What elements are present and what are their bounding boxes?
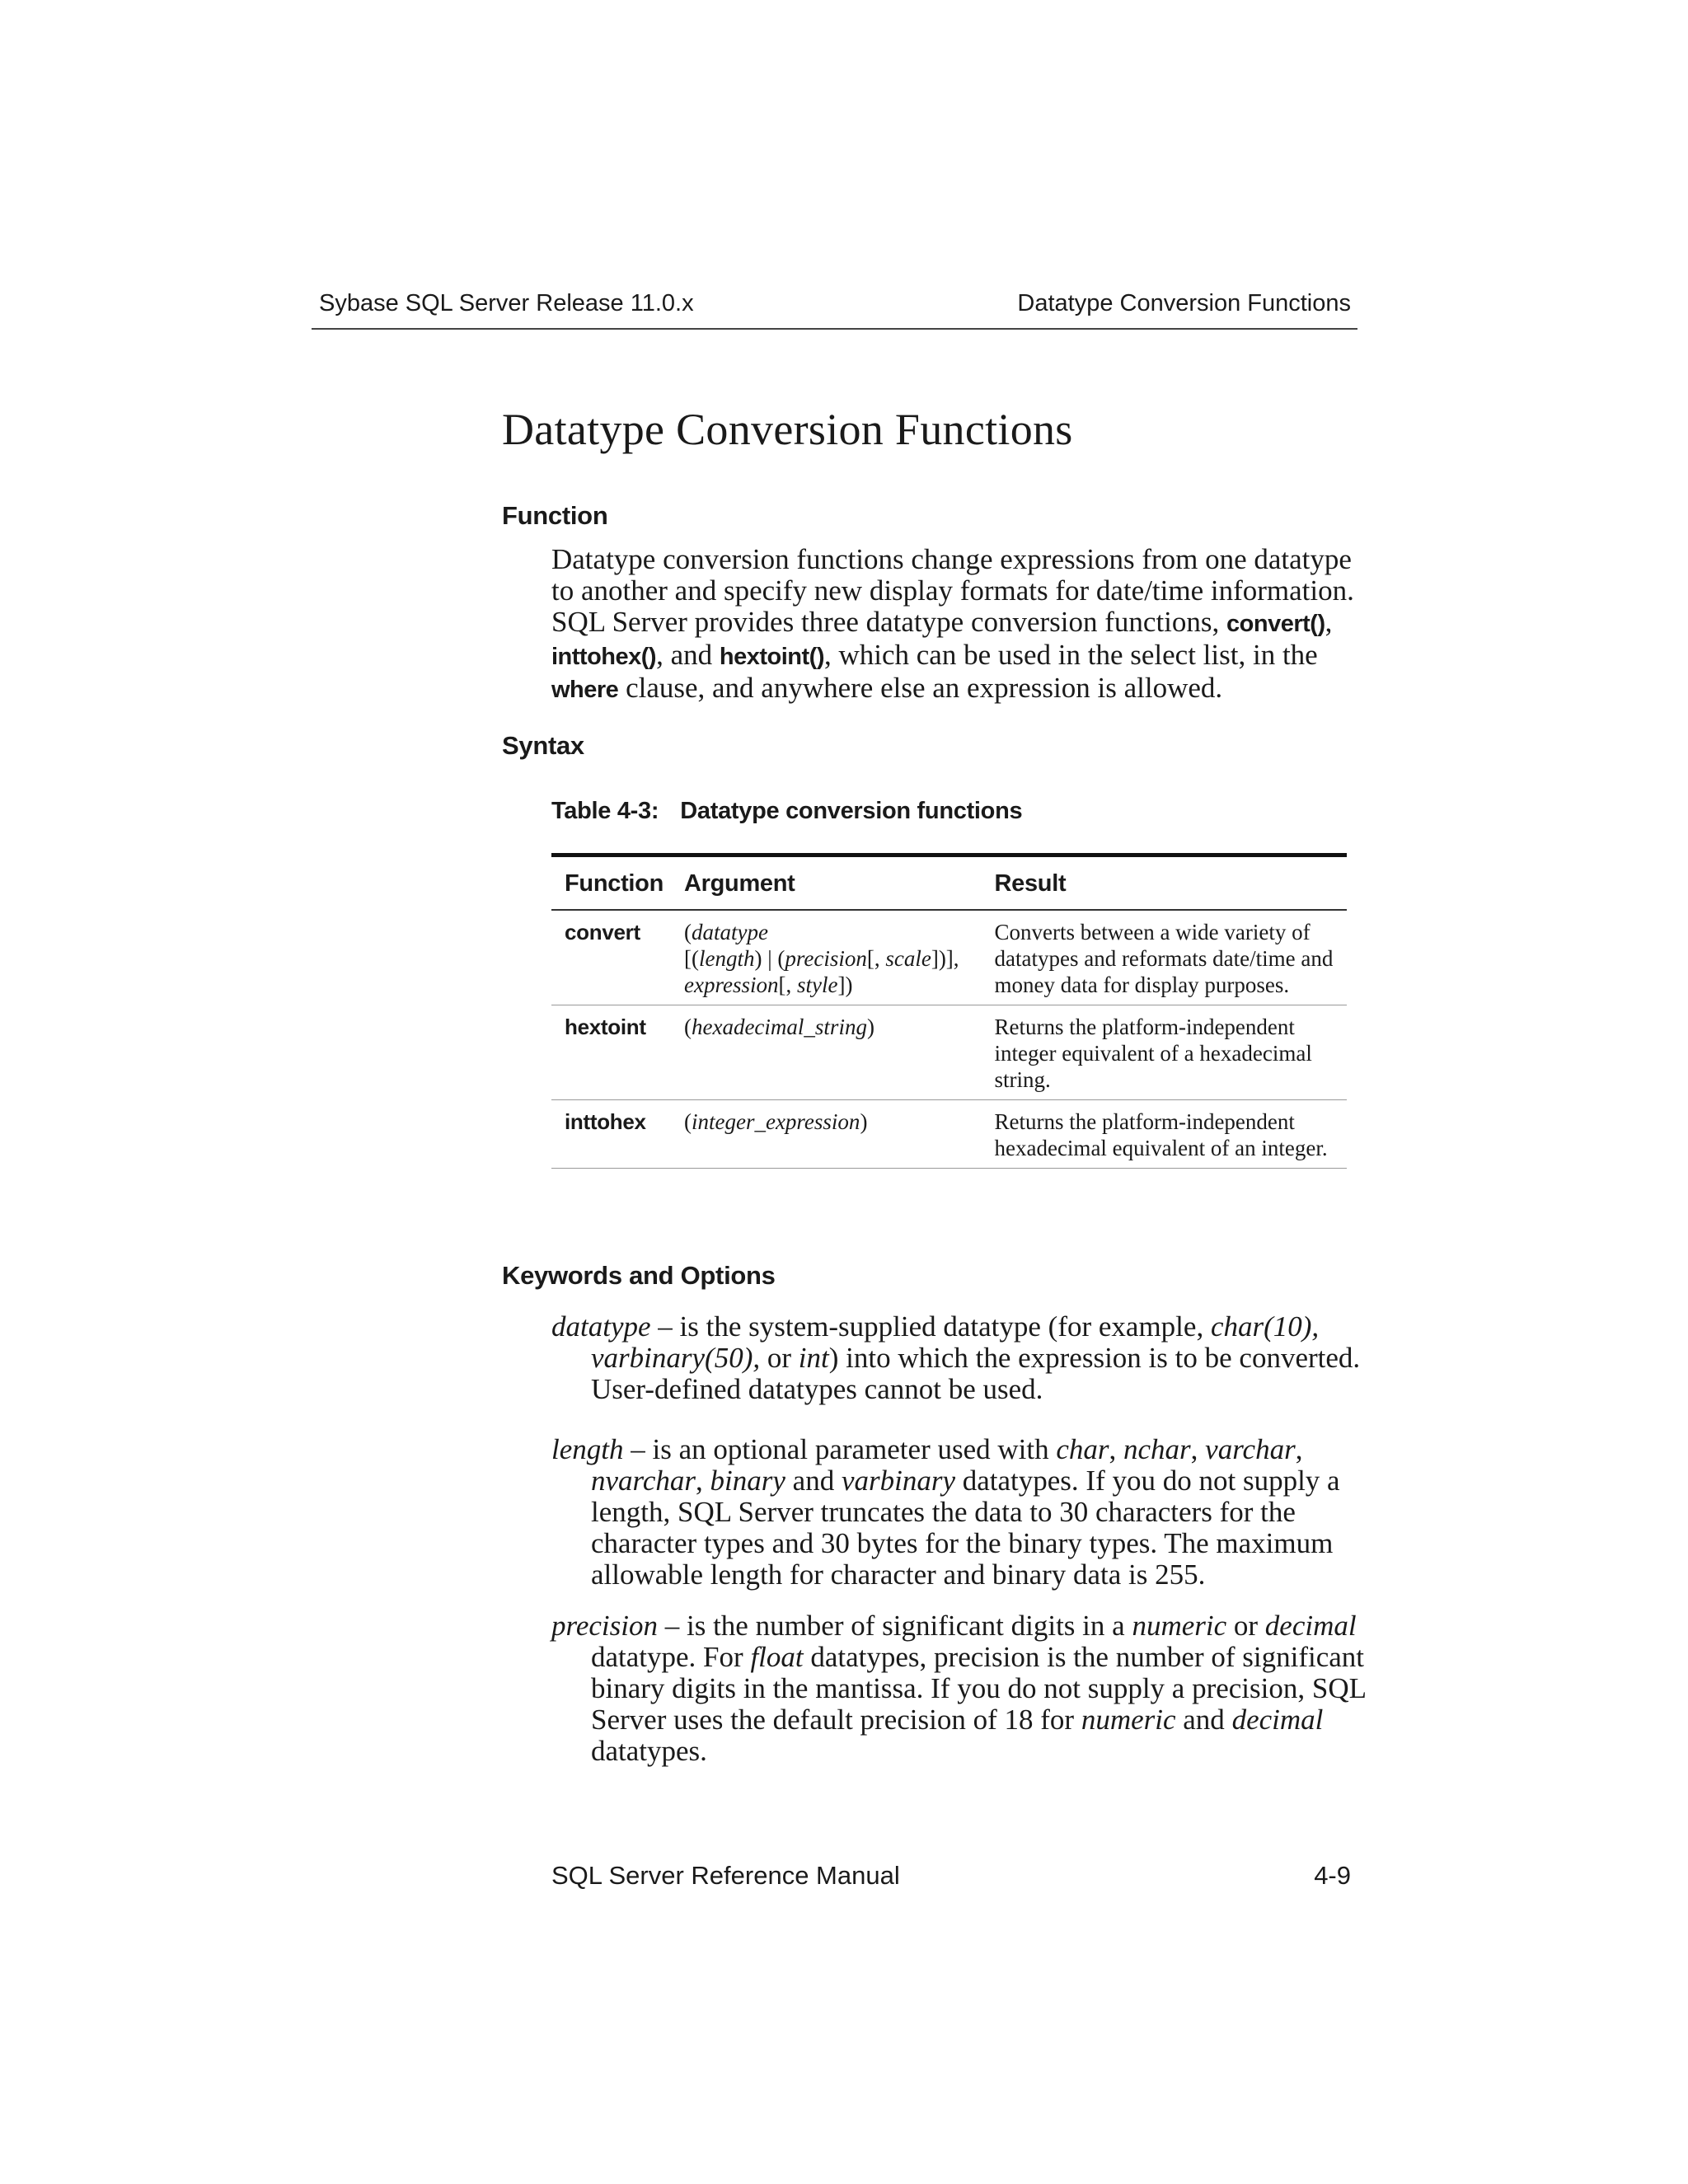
row-function: convert [551, 910, 671, 1005]
keyword-term: precision [551, 1610, 658, 1642]
conversion-functions-table [551, 853, 1347, 1169]
table-row [551, 910, 1347, 1005]
footer-manual-title: SQL Server Reference Manual [551, 1861, 900, 1890]
header-function: Function [551, 855, 671, 911]
table-caption [551, 798, 1022, 825]
hextoint-code: hextoint() [719, 644, 824, 670]
table-header-row [551, 855, 1347, 911]
row-result: Returns the platform-independent integer equivalent of a hexadecimal string. [982, 1005, 1348, 1100]
where-code: where [551, 677, 619, 703]
keyword-length: length – is an optional parameter used with char, nchar, varchar, nvarchar, binary and varbinary datatypes. If you do not supply a length, SQL Server truncates the data to 30 characters for the character types and 30 bytes for the binary types. The maximum allowable length for character and binary data is 255. [551, 1433, 1340, 1591]
footer-page-number: 4-9 [1314, 1861, 1351, 1890]
keywords-heading: Keywords and Options [502, 1261, 776, 1290]
table-row [551, 1005, 1347, 1100]
running-header-right: Datatype Conversion Functions [1017, 290, 1351, 316]
table-row [551, 1100, 1347, 1169]
header-result: Result [982, 855, 1348, 911]
row-argument: (datatype [(length) | (precision[, scale])], expression[, style]) [671, 910, 982, 1005]
row-argument: (integer_expression) [671, 1100, 982, 1169]
keyword-term: length [551, 1433, 624, 1465]
syntax-heading: Syntax [502, 731, 584, 760]
running-header-left: Sybase SQL Server Release 11.0.x [319, 290, 694, 316]
row-result: Returns the platform-independent hexadecimal equivalent of an integer. [982, 1100, 1348, 1169]
keyword-datatype: datatype – is the system-supplied datatype (for example, char(10), varbinary(50), or int) into which the expression is to be converted. User-defined datatypes cannot be used. [551, 1310, 1361, 1405]
header-rule [312, 328, 1357, 330]
page-title: Datatype Conversion Functions [502, 405, 1073, 454]
table-caption-number: Table 4-3: [551, 798, 659, 824]
row-argument: (hexadecimal_string) [671, 1005, 982, 1100]
function-description: Datatype conversion functions change expressions from one datatype to another and specify new display formats for date/time information. SQL Server provides three datatype conversion functions, convert(), inttohex(), and hextoint(), which can be used in the select list, in the where clause, and anywhere else an expression is allowed. [551, 543, 1354, 704]
convert-code: convert() [1226, 611, 1325, 637]
keyword-precision: precision – is the number of significant digits in a numeric or decimal datatype. For float datatypes, precision is the number of significant binary digits in the mantissa. If you do not supply a precision, SQL Server uses the default precision of 18 for numeric and decimal datatypes. [551, 1610, 1366, 1767]
keyword-term: datatype [551, 1310, 651, 1343]
row-function: hextoint [551, 1005, 671, 1100]
inttohex-code: inttohex() [551, 644, 657, 670]
table-caption-title: Datatype conversion functions [680, 798, 1023, 824]
row-result: Converts between a wide variety of datatypes and reformats date/time and money data for display purposes. [982, 910, 1348, 1005]
function-heading: Function [502, 501, 608, 530]
header-argument: Argument [671, 855, 982, 911]
row-function: inttohex [551, 1100, 671, 1169]
